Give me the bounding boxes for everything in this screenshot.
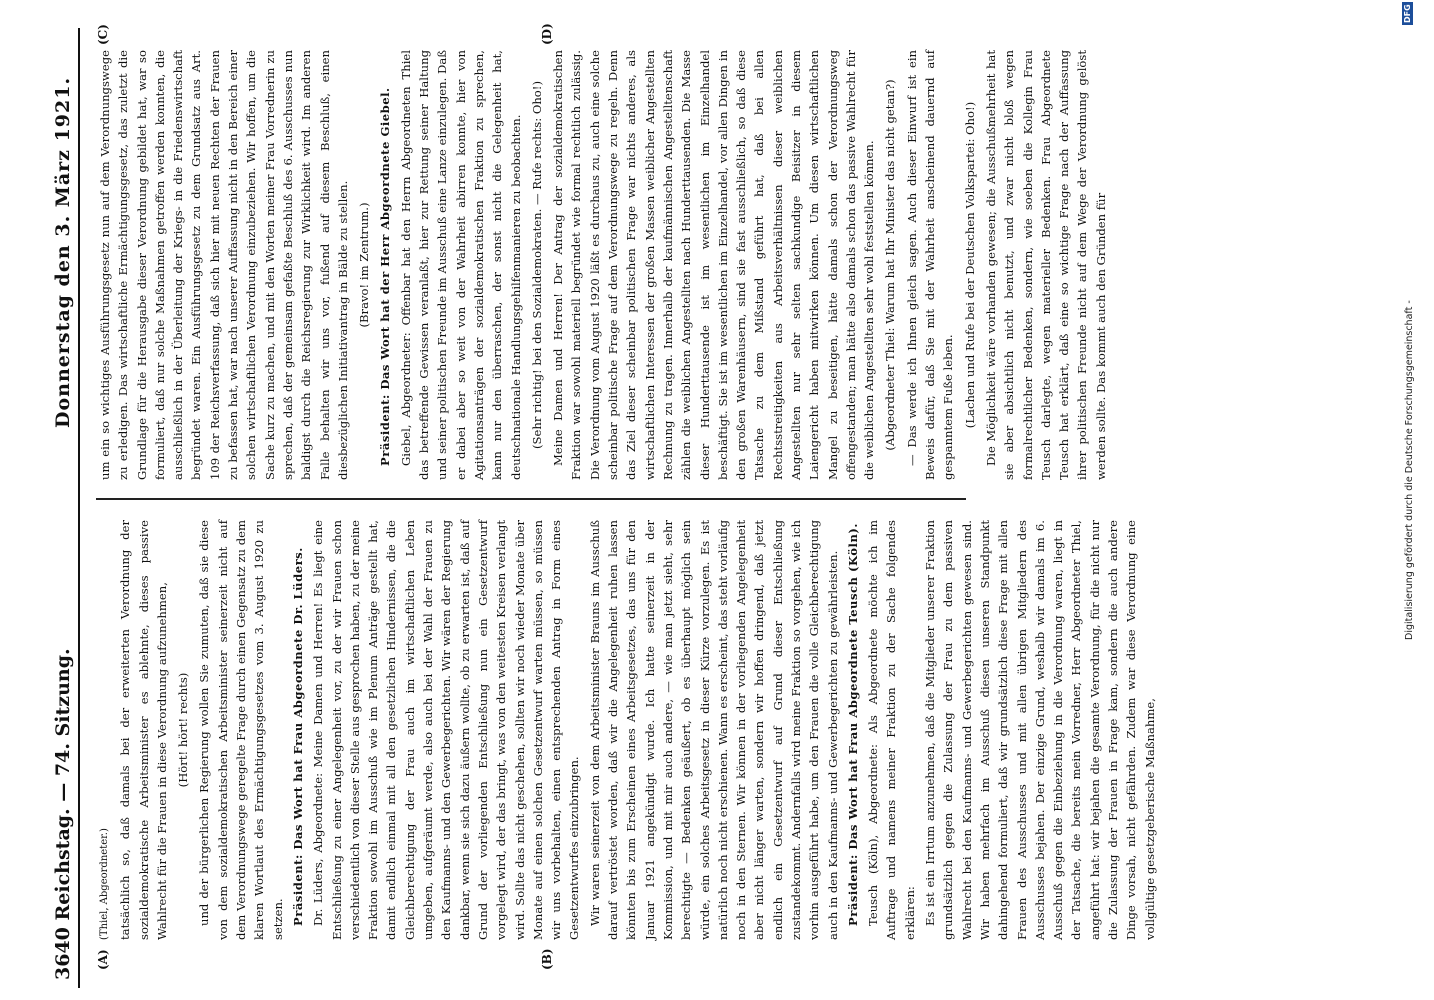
header-right: Donnerstag den 3. März 1921. <box>52 76 74 428</box>
margin-mark-d: (D) <box>540 23 554 45</box>
margin-mark-b: (B) <box>540 948 554 970</box>
margin-mark-a: (A) <box>96 949 110 970</box>
interjection: (Abgeordneter Thiel: Warum hat Ihr Minister das nicht getan?) <box>883 79 898 451</box>
header-left: 3640 Reichstag. — 74. Sitzung. <box>52 648 74 980</box>
paragraph: — Das werde ich Ihnen gleich sagen. Auch dieser Einwurf ist ein Beweis dafür, daß Sie mit der Wahrheit anscheinend dauernd auf gespanntem Fuße leben. <box>904 50 956 480</box>
credit-text: Digitalisierung gefördert durch die Deutsche Forschungsgemeinschaft - <box>1404 300 1415 640</box>
speaker-line: Präsident: Das Wort hat Frau Abgeordnete Teusch (Köln). <box>845 523 860 926</box>
paragraph: (Thiel, Abgeordneter.) <box>99 828 110 940</box>
dfg-logo: DFG <box>1403 4 1412 23</box>
page-header <box>52 28 80 988</box>
paragraph: Giebel, Abgeordneter: Offenbar hat den Herrn Abgeordneten Thiel das betreffende Gewissen veranlaßt, hier zur Rettung seiner Haltung und seiner politischen Freunde im Ausschuß eine Lanze einzulegen. Daß er dabei aber so weit von der Wahrheit abirren konnte, hier von Agitationsanträgen der sozialdemokratischen Fraktion zu sprechen, kann nur den überraschen, der sonst nicht die Gelegenheit hat, deutschnationale Handlungsgehilfenmanieren zu beobachten. <box>398 50 523 480</box>
paragraph: Meine Damen und Herren! Der Antrag der sozialdemokratischen Fraktion war sowohl materiell begründet wie formal rechtlich zulässig. Die Verordnung vom August 1920 läßt es durchaus zu, auch eine solche scheinbar politische Frage auf dem Verordnungswege zu regeln. Denn das Ziel dieser scheinbar politischen Frage war nichts anderes, als wirtschaftlichen Interessen der großen Massen weiblicher Angestellten Rechnung zu tragen. Innerhalb der kaufmännischen Angestelltenschaft zählen die weiblichen Angestellten nach Hunderttausenden. Die Masse dieser Hunderttausende ist im wesentlichen im Einzelhandel beschäftigt. Sie ist im wesentlichen im Einzelhandel, vor allen Dingen in den großen Warenhäusern, sind sie fast ausschließlich, so daß diese Tatsache zu dem Mißstand geführt hat, daß bei allen Rechtsstreitigkeiten aus Arbeitsverhältnissen dieser weiblichen Angestellten nur sehr selten sachkundige Beisitzer in diesem Laiengericht haben mitwirken können. Um diesen wirtschaftlichen Mangel zu beseitigen, hätte damals schon der Verordnungsweg offengestanden; man hätte also damals schon das passive Wahlrecht für die weiblichen Angestellten sehr wohl feststellen können. <box>551 50 877 480</box>
margin-mark-c: (C) <box>96 24 110 45</box>
paragraph: und der bürgerlichen Regierung wollen Sie zumuten, daß sie diese von dem sozialdemokratischen Arbeitsminister seinerzeit nicht auf dem Verordnungswege geregelte Frage durch einen Gegensatz zu dem klaren Wortlaut des Ermächtigungsgesetzes vom 3. August 1920 zu setzen. <box>197 520 285 940</box>
interjection: (Sehr richtig! bei den Sozialdemokraten. — Rufe rechts: Oho!) <box>529 81 544 449</box>
paragraph: um ein so wichtiges Ausführungsgesetz nun auf dem Verordnungswege zu erledigen. Das wirtschaftliche Ermächtigungsgesetz, das zuletzt die Grundlage für die Herausgabe dieser Verordnung gebildet hat, war so formuliert, daß nur solche Maßnahmen getroffen werden konnten, die ausschließlich in der Überleitung der Kriegs- in die Friedenswirtschaft begründet waren. Ein Ausführungsgesetz zu dem Grundsatz aus Art. 109 der Reichsverfassung, daß sich hier mit neuen Rechten der Frauen zu befassen hat, war nach unserer Auffassung nicht in den Bereich einer solchen wirtschaftlichen Verordnung einzubeziehen. Wir hoffen, um die Sache kurz zu machen, und mit den Worten meiner Frau Vorrednerin zu sprechen, daß der gemeinsam gefaßte Beschluß des 6. Ausschusses nun baldigst durch die Reichsregierung zur Wirklichkeit wird. Im anderen Falle behalten wir uns vor, fußend auf diesem Beschluß, einen diesbezüglichen Initiativantrag in Bälde zu stellen. <box>98 50 350 480</box>
interjection: (Hört! hört! rechts) <box>176 672 191 788</box>
paragraph: tatsächlich so, daß damals bei der erweiterten Verordnung der sozialdemokratische Arbeitsminister es ablehnte, dieses passive Wahlrecht für die Frauen in diese Verordnung aufzunehmen, <box>118 520 169 940</box>
speaker-line: Präsident: Das Wort hat der Herr Abgeordnete Giebel. <box>378 87 393 466</box>
paragraph: Dr. Lüders, Abgeordnete: Meine Damen und Herren! Es liegt eine Entschließung zu einer Angelegenheit vor, zu der wir Frauen schon verschiedentlich von dieser Stelle aus gesprochen haben, zu der meine Fraktion sowohl im Ausschuß wie im Plenum Anträge gestellt hat, damit endlich einmal mit all den gesetzlichen Hindernissen, die die Gleichberechtigung der Frau auch im wirtschaftlichen Leben umgeben, aufgeräumt werde, also auch bei der Wahl der Frauen zu den Kaufmanns- und den Gewerbegerichten. Wir wären der Regierung dankbar, wenn sie sich dazu äußern wollte, ob zu erwarten ist, daß auf Grund der vorliegenden Entschließung nun ein Gesetzentwurf vorgelegt wird, der das bringt, was von den weitesten Kreisen verlangt wird. Sollte das nicht geschehen, sollten wir noch wieder Monate über Monate auf einen solchen Gesetzentwurf warten müssen, so müssen wir uns vorbehalten, einen entsprechenden Antrag in Form eines Gesetzentwurfes einzubringen. <box>311 520 582 940</box>
column-divider <box>96 498 966 500</box>
speaker-line: Präsident: Das Wort hat Frau Abgeordnete Dr. Lüders. <box>290 547 305 926</box>
digitization-credit <box>1400 0 1424 1000</box>
paragraph: Teusch (Köln), Abgeordnete: Als Abgeordnete möchte ich im Auftrage und namens meiner Fraktion zu der Sache folgendes erklären: <box>866 520 917 940</box>
interjection: (Bravo! im Zentrum.) <box>357 202 372 328</box>
paragraph: Die Möglichkeit wäre vorhanden gewesen; die Ausschußmehrheit hat sie aber absichtlich nicht benutzt, und zwar nicht bloß wegen formalrechtlicher Bedenken, sondern, wie soeben die Kollegin Frau Teusch darlegte, wegen materieller Bedenken. Frau Abgeordnete Teusch hat erklärt, daß eine so wichtige Frage nach der Auffassung ihrer politischen Freunde nicht auf dem Wege der Verordnung gelöst werden sollte. Das kommt auch den Gründen für <box>983 50 1108 480</box>
paragraph: Wir waren seinerzeit von dem Arbeitsminister Brauns im Ausschuß darauf vertröstet worden, daß wir die Angelegenheit ruhen lassen könnten bis zum Erscheinen eines Arbeitsgesetzes, das uns für den Januar 1921 angekündigt wurde. Ich hatte seinerzeit in der Kommission, und mit mir auch andere, — wie man jetzt sieht, sehr berechtigte — Bedenken geäußert, ob es überhaupt möglich sein würde, ein solches Arbeitsgesetz in dieser Kürze vorzulegen. Es ist natürlich noch nicht erschienen. Wann es erscheint, das steht vorläufig noch in den Sternen. Wir können in der vorliegenden Angelegenheit aber nicht länger warten, sondern wir hoffen dringend, daß jetzt endlich ein Gesetzentwurf auf Grund dieser Entschließung zustandekommt. Andernfalls wird meine Fraktion so vorgehen, wie ich vorhin ausgeführt habe, um den Frauen die volle Gleichberechtigung auch in den Kaufmanns- und Gewerbegerichten zu gewährleisten. <box>587 520 840 940</box>
paragraph: Es ist ein Irrtum anzunehmen, daß die Mitglieder unserer Fraktion grundsätzlich gegen die Zulassung der Frau zu dem passiven Wahlrecht bei den Kaufmanns- und Gewerbegerichten gewesen sind. Wir haben mehrfach im Ausschuß diesen unseren Standpunkt dahingehend formuliert, daß wir grundsätzlich diese Frage mit allen Frauen des Ausschusses und mit allen übrigen Mitgliedern des Ausschusses bejahen. Der einzige Grund, weshalb wir damals im 6. Ausschuß gegen die Einbeziehung in die Verordnung waren, liegt in der Tatsache, die bereits mein Vorredner, Herr Abgeordneter Thiel, angeführt hat: wir bejahen die gesamte Verordnung, für die nicht nur die Zulassung der Frauen in Frage kam, sondern die auch andere Dinge vorsah, nicht gefährden. Zudem war diese Verordnung eine vollgültige gesetzgeberische Maßnahme, <box>923 520 1157 940</box>
interjection: (Lachen und Rufe bei der Deutschen Volkspartei: Oho!) <box>962 101 977 429</box>
right-column <box>96 50 1108 480</box>
left-column <box>96 520 1157 940</box>
